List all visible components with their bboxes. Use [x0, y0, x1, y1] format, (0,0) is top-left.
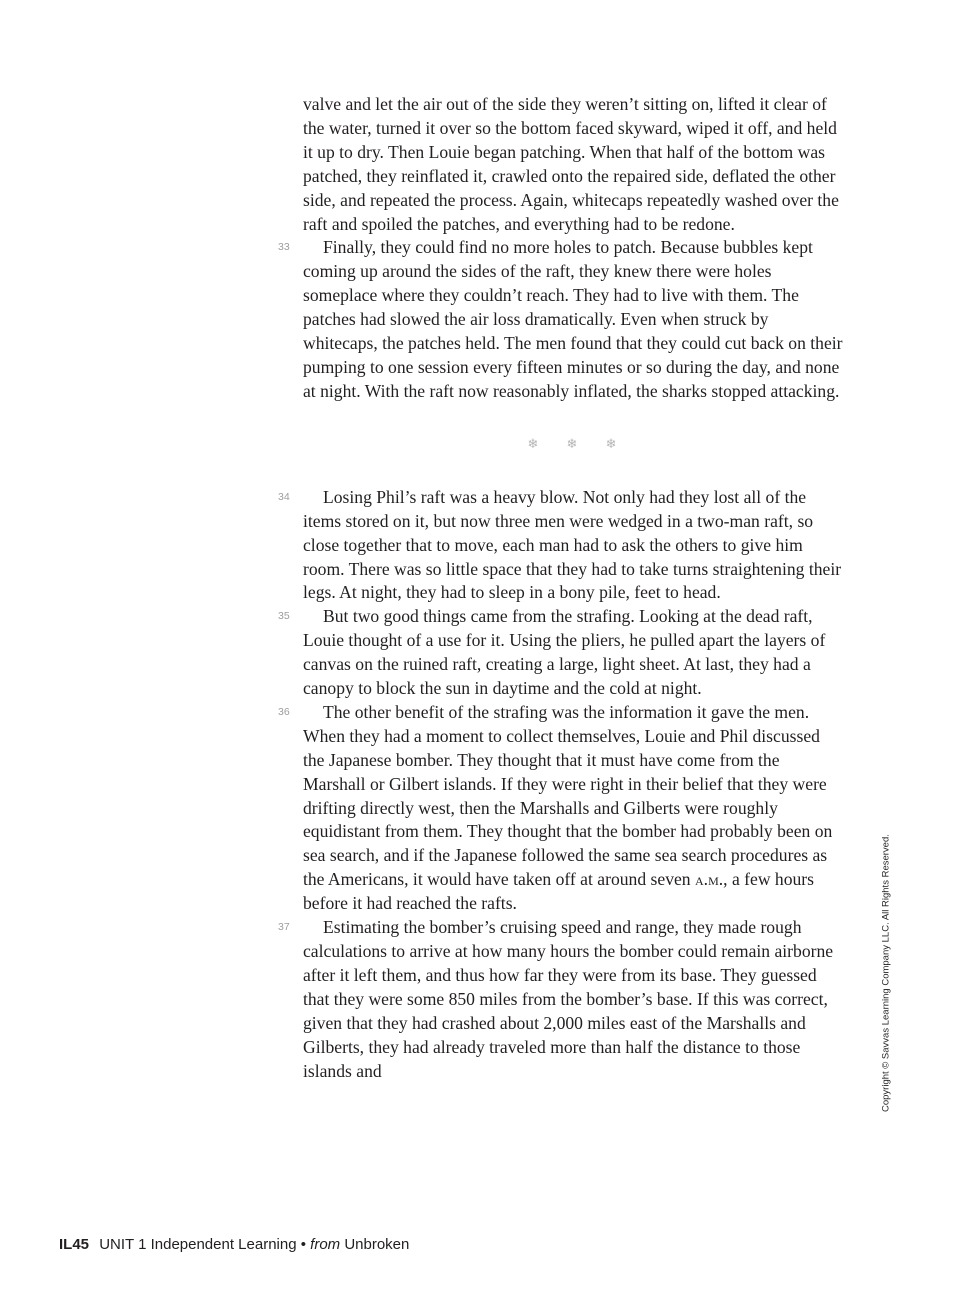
- paragraph-34: [278, 486, 843, 606]
- paragraph-37: [278, 916, 843, 1083]
- paragraph-text: But two good things came from the strafing. Looking at the dead raft, Louie thought of a use for it. Using the pliers, he pulled apart the layers of canvas on the ruined raft, creating a large, light sheet. At last, they had a canopy to block the sun in daytime and the cold at night.: [303, 606, 826, 699]
- paragraph-text-end: , a few hours before it had reached the rafts.: [303, 869, 815, 914]
- time-abbreviation: a.m.: [695, 869, 724, 890]
- copyright-notice: Copyright © Savvas Learning Company LLC. All Rights Reserved.: [880, 834, 892, 1112]
- paragraph-text: Losing Phil’s raft was a heavy blow. Not only had they lost all of the items stored on it, but now three men were wedged in a two-man raft, so close together that to move, each man had to ask the others to give him room. There was so little space that they had to take turns straightening their legs. At night, they had to sleep in a bony pile, feet to head.: [303, 486, 842, 603]
- section-break-ornament: ❄ ❄ ❄: [527, 436, 629, 452]
- page-footer: [59, 1236, 409, 1253]
- paragraph-number: 33: [278, 241, 290, 254]
- paragraph-35: [278, 605, 843, 701]
- unit-label: UNIT 1 Independent Learning •: [99, 1236, 306, 1253]
- paragraph-33: [278, 236, 843, 403]
- paragraph-text: valve and let the air out of the side they weren’t sitting on, lifted it clear of the water, turned it over so the bottom faced skyward, wiped it off, and held it up to dry. Then Louie began patching. When that half of the bottom was patched, they reinflated it, crawled onto the repaired side, deflated the other side, and repeated the process. Again, whitecaps repeatedly washed over the raft and spoiled the patches, and everything had to be redone.: [303, 94, 839, 234]
- paragraph-text: Estimating the bomber’s cruising speed and range, they made rough calculations to arrive at how many hours the bomber could remain airborne after it left them, and thus how far they were from its base. They guessed that they were some 850 miles from the bomber’s base. If this was correct, given that they had crashed about 2,000 miles east of the Marshalls and Gilberts, they had already traveled more than half the distance to those islands and: [303, 917, 834, 1081]
- paragraph-number: 36: [278, 705, 290, 718]
- paragraph-continuation: [303, 93, 843, 236]
- paragraph-text: The other benefit of the strafing was the information it gave the men. When they had a moment to collect themselves, Louie and Phil discussed the Japanese bomber. They thought that it must have come from the Marshall or Gilbert islands. If they were right in their belief that they were drifting directly west, then the Marshalls and Gilberts were roughly equidistant from them. They thought that the bomber had probably been on sea search, and if the Japanese followed the same sea search procedures as the Americans, it would have taken off at around seven: [303, 701, 833, 890]
- paragraph-36: [278, 701, 843, 916]
- paragraph-number: 37: [278, 921, 290, 934]
- from-label: from: [310, 1236, 341, 1253]
- selection-title: Unbroken: [344, 1236, 410, 1253]
- page-number: IL45: [59, 1236, 90, 1253]
- paragraph-number: 35: [278, 610, 290, 623]
- paragraph-text: Finally, they could find no more holes to patch. Because bubbles kept coming up around the sides of the raft, they knew there were holes someplace where they couldn’t reach. They had to live with them. The patches had slowed the air loss dramatically. Even when struck by whitecaps, the patches held. The men found that they could cut back on their pumping to one session every fifteen minutes or so during the day, and none at night. With the raft now reasonably inflated, the sharks stopped attacking.: [303, 237, 843, 401]
- paragraph-number: 34: [278, 490, 290, 503]
- reading-text: [278, 93, 843, 1083]
